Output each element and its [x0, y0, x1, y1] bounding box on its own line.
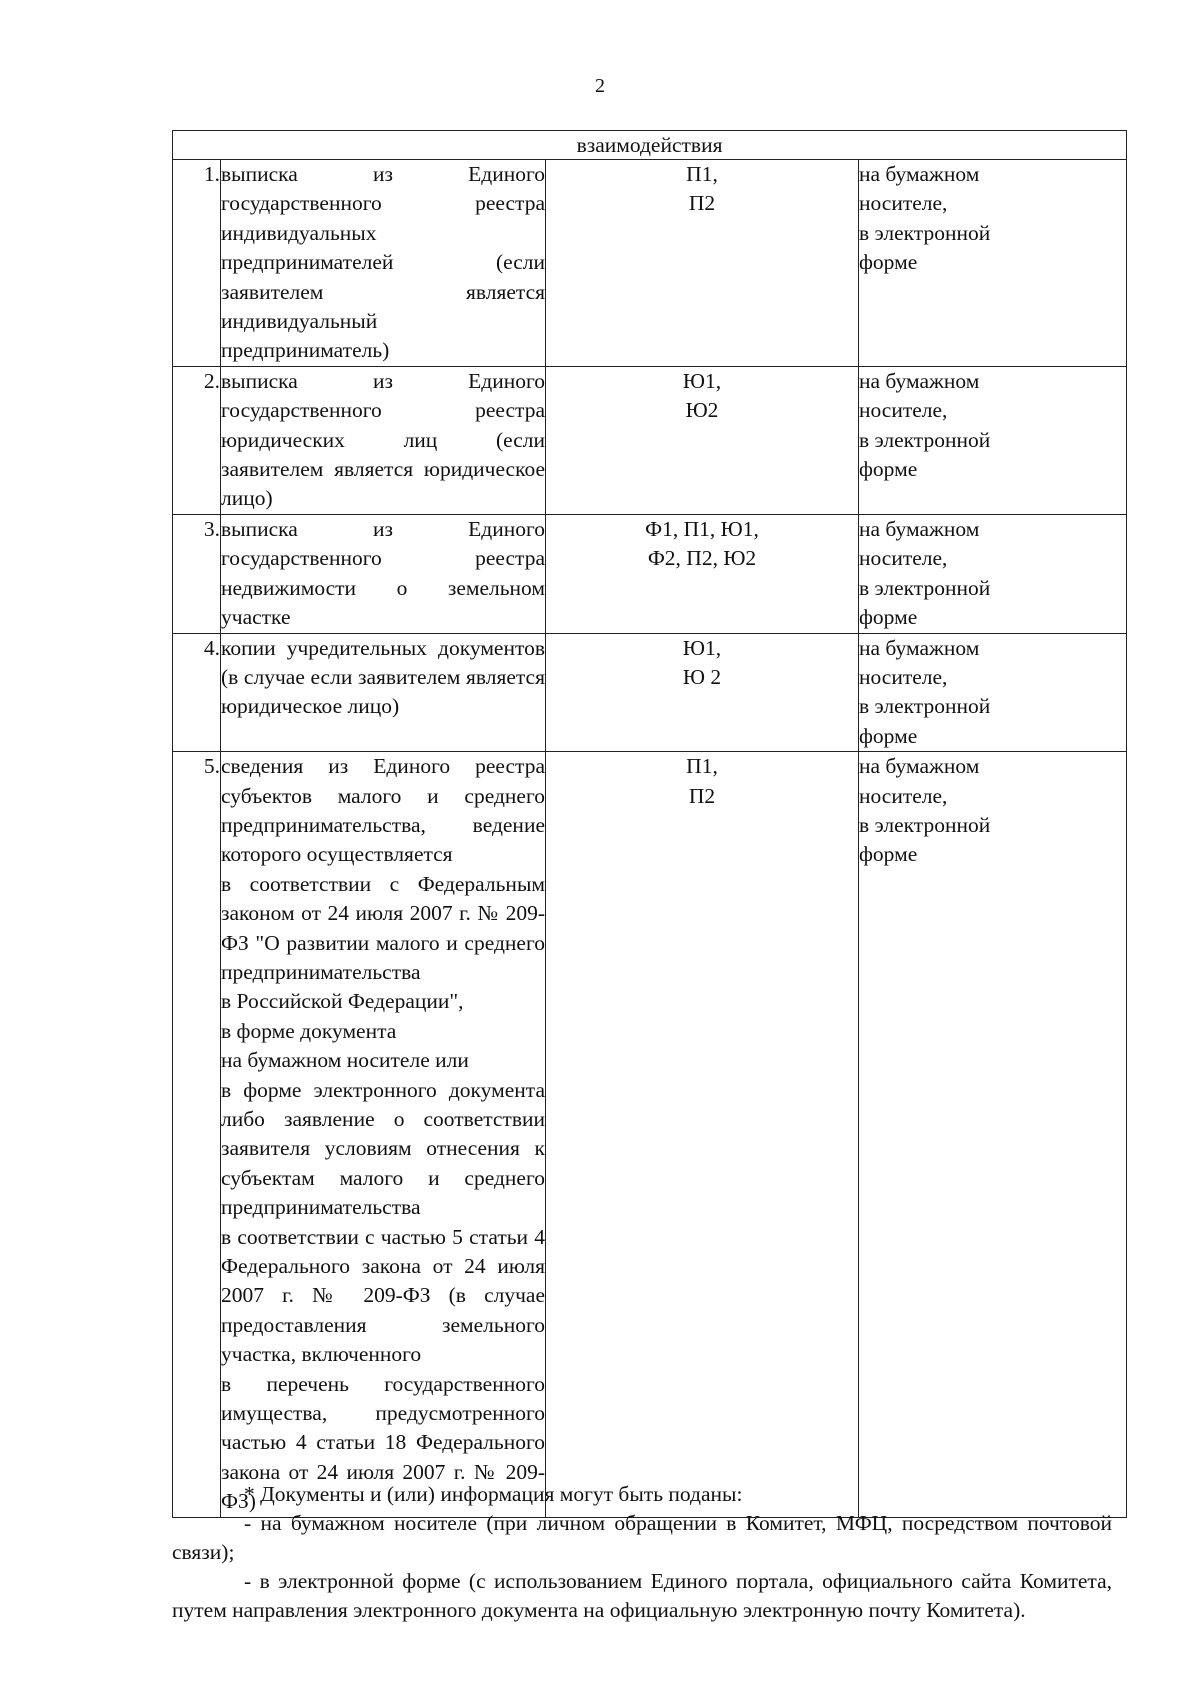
row-number: 2.	[173, 366, 221, 514]
applicant-code-line: Ю1,	[682, 635, 722, 660]
submission-form-line: в электронной	[859, 812, 991, 837]
row-number: 1.	[173, 160, 221, 367]
applicant-code-line: Ф1, П1, Ю1,	[645, 516, 759, 541]
submission-form-line: форме	[859, 842, 918, 867]
submission-form	[859, 160, 1127, 367]
footnote-paper: - на бумажном носителе (при личном обращении в Комитет, МФЦ, посредством почтовой связи);	[172, 1511, 1112, 1564]
submission-form-line: носителе,	[859, 546, 948, 571]
row-number: 4.	[173, 633, 221, 752]
table-row	[173, 366, 1127, 514]
applicant-codes	[546, 633, 859, 752]
document-name-paragraph: выписка из Единого государственного реестра индивидуальных предпринимателей (если заявителем является индивидуальный предприниматель)	[221, 162, 545, 363]
document-name-paragraph: выписка из Единого государственного реестра недвижимости о земельном участке	[221, 516, 545, 630]
footnotes	[172, 1480, 1112, 1625]
applicant-code-line: П2	[688, 191, 716, 216]
submission-form-line: носителе,	[859, 783, 948, 808]
row-number: 3.	[173, 514, 221, 633]
footnote-intro: * Документы и (или) информация могут быть поданы:	[244, 1482, 743, 1506]
document-name-paragraph: в Российской Федерации",	[221, 989, 464, 1014]
applicant-codes	[546, 514, 859, 633]
submission-form-line: форме	[859, 457, 918, 482]
submission-form-line: форме	[859, 250, 918, 275]
submission-form	[859, 752, 1127, 1518]
document-name-paragraph: в перечень государственного имущества, предусмотренного частью 4 статьи 18 Федерального закона от 24 июля 2007 г. № 209-ФЗ)	[221, 1371, 545, 1514]
applicant-code-line: Ю2	[685, 398, 719, 423]
submission-form-line: в электронной	[859, 575, 991, 600]
document-name-paragraph: сведения из Единого реестра субъектов малого и среднего предпринимательства, ведение которого осуществляется	[221, 754, 545, 867]
table-row	[173, 752, 1127, 1518]
applicant-code-line: П1,	[686, 754, 718, 779]
submission-form-line: носителе,	[859, 191, 948, 216]
footnote-electronic: - в электронной форме (с использованием Единого портала, официального сайта Комитета, путем направления электронного документа на официальную электронную почту Комитета).	[172, 1569, 1112, 1622]
document-name	[221, 633, 546, 752]
document-name	[221, 752, 546, 1518]
document-name-paragraph: в форме электронного документа либо заявление о соответствии заявителя условиям отнесения к субъектам малого и среднего предпринимательства	[221, 1077, 545, 1220]
document-name-paragraph: выписка из Единого государственного реестра юридических лиц (если заявителем является юридическое лицо)	[221, 368, 545, 511]
document-name	[221, 366, 546, 514]
submission-form	[859, 514, 1127, 633]
submission-form-line: на бумажном	[859, 635, 980, 660]
documents-table	[172, 130, 1127, 1518]
table-row	[173, 160, 1127, 367]
submission-form-line: на бумажном	[859, 754, 980, 779]
submission-form-line: носителе,	[859, 398, 948, 423]
document-name-paragraph: в форме документа	[221, 1018, 397, 1043]
document-name-paragraph: на бумажном носителе или	[221, 1048, 469, 1073]
submission-form-line: форме	[859, 723, 918, 748]
document-name-paragraph: в соответствии с Федеральным законом от 24 июля 2007 г. № 209-ФЗ "О развитии малого и среднего предпринимательства	[221, 871, 545, 984]
submission-form-line: в электронной	[859, 220, 991, 245]
submission-form-line: в электронной	[859, 427, 991, 452]
submission-form	[859, 633, 1127, 752]
table-row	[173, 633, 1127, 752]
row-number: 5.	[173, 752, 221, 1518]
applicant-code-line: Ю 2	[682, 664, 722, 689]
submission-form-line: на бумажном	[859, 162, 980, 186]
submission-form-line: на бумажном	[859, 516, 980, 541]
applicant-codes	[546, 752, 859, 1518]
applicant-code-line: Ю1,	[682, 368, 722, 393]
document-name-paragraph: в соответствии с частью 5 статьи 4 Федерального закона от 24 июля 2007 г. № 209-ФЗ (в случае предоставления земельного участка, включенного	[221, 1224, 545, 1367]
applicant-code-line: П1,	[686, 162, 718, 186]
submission-form-line: форме	[859, 605, 918, 630]
table-header-row	[173, 131, 1127, 160]
document-name	[221, 514, 546, 633]
applicant-code-line: Ф2, П2, Ю2	[647, 546, 757, 571]
table-header-continuation: взаимодействия	[173, 131, 1127, 160]
applicant-codes	[546, 160, 859, 367]
document-name	[221, 160, 546, 367]
document-name-paragraph: копии учредительных документов (в случае если заявителем является юридическое лицо)	[221, 635, 545, 719]
page-number: 2	[595, 75, 605, 97]
table-row	[173, 514, 1127, 633]
submission-form	[859, 366, 1127, 514]
submission-form-line: носителе,	[859, 664, 948, 689]
submission-form-line: на бумажном	[859, 368, 980, 393]
applicant-codes	[546, 366, 859, 514]
submission-form-line: в электронной	[859, 694, 991, 719]
applicant-code-line: П2	[688, 783, 716, 808]
